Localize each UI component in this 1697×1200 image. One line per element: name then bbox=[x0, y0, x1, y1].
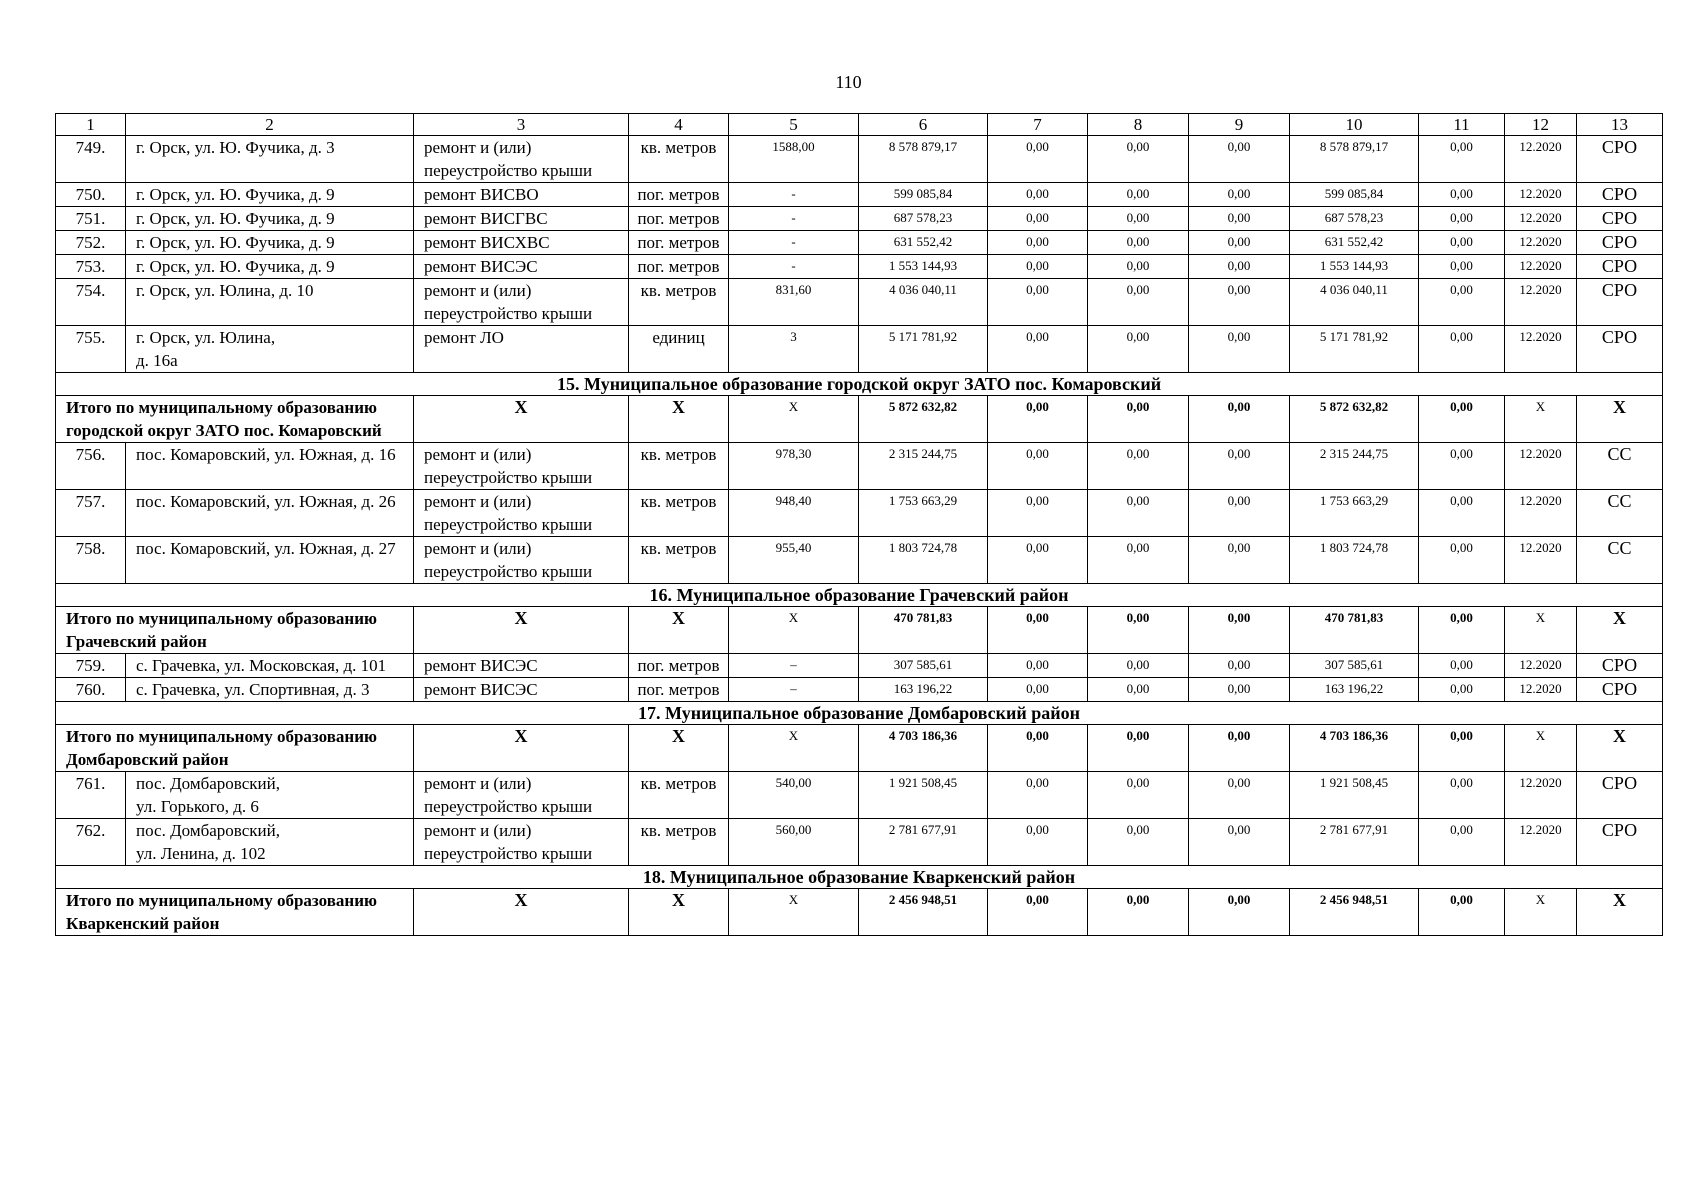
contractor-cell: СРО bbox=[1577, 654, 1663, 678]
section-title: 18. Муниципальное образование Кваркенский район bbox=[56, 866, 1663, 889]
contractor-cell: СС bbox=[1577, 537, 1663, 584]
address-cell: г. Орск, ул. Ю. Фучика, д. 9 bbox=[126, 207, 414, 231]
value-cell-12: 12.2020 bbox=[1505, 255, 1577, 279]
value-cell-11: 0,00 bbox=[1419, 443, 1505, 490]
value-cell-10: 1 753 663,29 bbox=[1290, 490, 1419, 537]
value-cell-8: 0,00 bbox=[1088, 255, 1189, 279]
unit-cell: кв. метров bbox=[629, 136, 729, 183]
total-cell-4: X bbox=[629, 607, 729, 654]
value-cell-10: 5 171 781,92 bbox=[1290, 326, 1419, 373]
total-cell-4: X bbox=[629, 396, 729, 443]
row-number: 753. bbox=[56, 255, 126, 279]
contractor-cell: СС bbox=[1577, 490, 1663, 537]
unit-cell: кв. метров bbox=[629, 819, 729, 866]
contractor-cell: СС bbox=[1577, 443, 1663, 490]
row-number: 756. bbox=[56, 443, 126, 490]
header-cell: 10 bbox=[1290, 114, 1419, 136]
address-cell: пос. Комаровский, ул. Южная, д. 26 bbox=[126, 490, 414, 537]
contractor-cell: СРО bbox=[1577, 819, 1663, 866]
value-cell-7: 0,00 bbox=[988, 207, 1088, 231]
value-cell-12: 12.2020 bbox=[1505, 819, 1577, 866]
total-cell-6: 2 456 948,51 bbox=[859, 889, 988, 936]
total-cell-7: 0,00 bbox=[988, 396, 1088, 443]
address-cell: с. Грачевка, ул. Спортивная, д. 3 bbox=[126, 678, 414, 702]
total-cell-7: 0,00 bbox=[988, 889, 1088, 936]
value-cell-8: 0,00 bbox=[1088, 136, 1189, 183]
value-cell-5: 3 bbox=[729, 326, 859, 373]
unit-cell: кв. метров bbox=[629, 279, 729, 326]
value-cell-12: 12.2020 bbox=[1505, 443, 1577, 490]
header-cell: 3 bbox=[414, 114, 629, 136]
table-row bbox=[56, 255, 1663, 279]
value-cell-10: 1 803 724,78 bbox=[1290, 537, 1419, 584]
unit-cell: кв. метров bbox=[629, 443, 729, 490]
total-cell-10: 470 781,83 bbox=[1290, 607, 1419, 654]
total-cell-3: X bbox=[414, 607, 629, 654]
value-cell-9: 0,00 bbox=[1189, 183, 1290, 207]
contractor-cell: СРО bbox=[1577, 255, 1663, 279]
total-cell-8: 0,00 bbox=[1088, 889, 1189, 936]
total-cell-6: 5 872 632,82 bbox=[859, 396, 988, 443]
work-type-cell: ремонт ВИСХВС bbox=[414, 231, 629, 255]
value-cell-7: 0,00 bbox=[988, 654, 1088, 678]
header-cell: 13 bbox=[1577, 114, 1663, 136]
value-cell-9: 0,00 bbox=[1189, 326, 1290, 373]
value-cell-10: 599 085,84 bbox=[1290, 183, 1419, 207]
work-type-cell: ремонт ВИСЭС bbox=[414, 255, 629, 279]
row-number: 758. bbox=[56, 537, 126, 584]
contractor-cell: СРО bbox=[1577, 326, 1663, 373]
value-cell-6: 631 552,42 bbox=[859, 231, 988, 255]
unit-cell: кв. метров bbox=[629, 537, 729, 584]
table-row bbox=[56, 136, 1663, 183]
total-cell-12: X bbox=[1505, 607, 1577, 654]
value-cell-7: 0,00 bbox=[988, 772, 1088, 819]
total-cell-6: 470 781,83 bbox=[859, 607, 988, 654]
value-cell-6: 5 171 781,92 bbox=[859, 326, 988, 373]
address-cell: г. Орск, ул. Юлина, д. 10 bbox=[126, 279, 414, 326]
total-cell-5: X bbox=[729, 725, 859, 772]
value-cell-7: 0,00 bbox=[988, 678, 1088, 702]
value-cell-8: 0,00 bbox=[1088, 279, 1189, 326]
value-cell-8: 0,00 bbox=[1088, 326, 1189, 373]
value-cell-5: – bbox=[729, 654, 859, 678]
value-cell-11: 0,00 bbox=[1419, 490, 1505, 537]
value-cell-5: 948,40 bbox=[729, 490, 859, 537]
total-cell-11: 0,00 bbox=[1419, 725, 1505, 772]
total-cell-12: X bbox=[1505, 725, 1577, 772]
work-type-cell: ремонт ЛО bbox=[414, 326, 629, 373]
total-cell-10: 2 456 948,51 bbox=[1290, 889, 1419, 936]
value-cell-7: 0,00 bbox=[988, 443, 1088, 490]
value-cell-10: 4 036 040,11 bbox=[1290, 279, 1419, 326]
value-cell-5: - bbox=[729, 231, 859, 255]
contractor-cell: СРО bbox=[1577, 183, 1663, 207]
value-cell-7: 0,00 bbox=[988, 490, 1088, 537]
value-cell-10: 1 921 508,45 bbox=[1290, 772, 1419, 819]
row-number: 751. bbox=[56, 207, 126, 231]
total-cell-12: X bbox=[1505, 889, 1577, 936]
address-cell: г. Орск, ул. Ю. Фучика, д. 9 bbox=[126, 231, 414, 255]
value-cell-5: 955,40 bbox=[729, 537, 859, 584]
total-row bbox=[56, 396, 1663, 443]
work-type-cell: ремонт и (или) переустройство крыши bbox=[414, 537, 629, 584]
header-cell: 2 bbox=[126, 114, 414, 136]
header-cell: 12 bbox=[1505, 114, 1577, 136]
total-label: Итого по муниципальному образованию городской округ ЗАТО пос. Комаровский bbox=[56, 396, 414, 443]
total-cell-5: X bbox=[729, 607, 859, 654]
section-header-row bbox=[56, 702, 1663, 725]
page-number: 110 bbox=[835, 72, 862, 92]
address-cell: г. Орск, ул. Ю. Фучика, д. 3 bbox=[126, 136, 414, 183]
unit-cell: пог. метров bbox=[629, 207, 729, 231]
total-cell-8: 0,00 bbox=[1088, 725, 1189, 772]
value-cell-9: 0,00 bbox=[1189, 136, 1290, 183]
value-cell-11: 0,00 bbox=[1419, 537, 1505, 584]
value-cell-7: 0,00 bbox=[988, 819, 1088, 866]
address-cell: г. Орск, ул. Юлина, д. 16а bbox=[126, 326, 414, 373]
value-cell-12: 12.2020 bbox=[1505, 490, 1577, 537]
value-cell-6: 1 753 663,29 bbox=[859, 490, 988, 537]
total-cell-13: X bbox=[1577, 889, 1663, 936]
value-cell-7: 0,00 bbox=[988, 136, 1088, 183]
value-cell-6: 8 578 879,17 bbox=[859, 136, 988, 183]
row-number: 749. bbox=[56, 136, 126, 183]
row-number: 754. bbox=[56, 279, 126, 326]
value-cell-8: 0,00 bbox=[1088, 537, 1189, 584]
value-cell-12: 12.2020 bbox=[1505, 136, 1577, 183]
unit-cell: пог. метров bbox=[629, 678, 729, 702]
value-cell-9: 0,00 bbox=[1189, 231, 1290, 255]
total-cell-9: 0,00 bbox=[1189, 396, 1290, 443]
total-cell-11: 0,00 bbox=[1419, 607, 1505, 654]
value-cell-5: - bbox=[729, 255, 859, 279]
value-cell-11: 0,00 bbox=[1419, 654, 1505, 678]
total-row bbox=[56, 607, 1663, 654]
value-cell-8: 0,00 bbox=[1088, 207, 1189, 231]
total-cell-6: 4 703 186,36 bbox=[859, 725, 988, 772]
value-cell-6: 599 085,84 bbox=[859, 183, 988, 207]
work-type-cell: ремонт ВИСВО bbox=[414, 183, 629, 207]
work-type-cell: ремонт ВИСЭС bbox=[414, 654, 629, 678]
value-cell-9: 0,00 bbox=[1189, 819, 1290, 866]
row-number: 760. bbox=[56, 678, 126, 702]
total-cell-8: 0,00 bbox=[1088, 396, 1189, 443]
row-number: 761. bbox=[56, 772, 126, 819]
value-cell-12: 12.2020 bbox=[1505, 183, 1577, 207]
value-cell-6: 2 315 244,75 bbox=[859, 443, 988, 490]
total-cell-9: 0,00 bbox=[1189, 889, 1290, 936]
contractor-cell: СРО bbox=[1577, 678, 1663, 702]
unit-cell: кв. метров bbox=[629, 490, 729, 537]
section-header-row bbox=[56, 584, 1663, 607]
value-cell-5: 831,60 bbox=[729, 279, 859, 326]
value-cell-9: 0,00 bbox=[1189, 443, 1290, 490]
value-cell-11: 0,00 bbox=[1419, 255, 1505, 279]
value-cell-6: 1 553 144,93 bbox=[859, 255, 988, 279]
contractor-cell: СРО bbox=[1577, 136, 1663, 183]
section-title: 15. Муниципальное образование городской округ ЗАТО пос. Комаровский bbox=[56, 373, 1663, 396]
value-cell-12: 12.2020 bbox=[1505, 279, 1577, 326]
section-header-row bbox=[56, 866, 1663, 889]
value-cell-6: 1 921 508,45 bbox=[859, 772, 988, 819]
table-row bbox=[56, 772, 1663, 819]
total-cell-10: 4 703 186,36 bbox=[1290, 725, 1419, 772]
value-cell-11: 0,00 bbox=[1419, 231, 1505, 255]
value-cell-12: 12.2020 bbox=[1505, 207, 1577, 231]
row-number: 755. bbox=[56, 326, 126, 373]
table-row bbox=[56, 231, 1663, 255]
value-cell-9: 0,00 bbox=[1189, 255, 1290, 279]
header-cell: 7 bbox=[988, 114, 1088, 136]
value-cell-10: 2 781 677,91 bbox=[1290, 819, 1419, 866]
value-cell-7: 0,00 bbox=[988, 537, 1088, 584]
unit-cell: пог. метров bbox=[629, 231, 729, 255]
value-cell-8: 0,00 bbox=[1088, 819, 1189, 866]
value-cell-11: 0,00 bbox=[1419, 136, 1505, 183]
value-cell-9: 0,00 bbox=[1189, 678, 1290, 702]
table-row bbox=[56, 819, 1663, 866]
value-cell-10: 631 552,42 bbox=[1290, 231, 1419, 255]
value-cell-6: 687 578,23 bbox=[859, 207, 988, 231]
work-type-cell: ремонт ВИСГВС bbox=[414, 207, 629, 231]
unit-cell: единиц bbox=[629, 326, 729, 373]
work-type-cell: ремонт и (или) переустройство крыши bbox=[414, 443, 629, 490]
total-cell-4: X bbox=[629, 725, 729, 772]
table-row bbox=[56, 490, 1663, 537]
value-cell-5: 540,00 bbox=[729, 772, 859, 819]
address-cell: г. Орск, ул. Ю. Фучика, д. 9 bbox=[126, 183, 414, 207]
value-cell-11: 0,00 bbox=[1419, 678, 1505, 702]
value-cell-11: 0,00 bbox=[1419, 772, 1505, 819]
value-cell-5: – bbox=[729, 678, 859, 702]
total-cell-9: 0,00 bbox=[1189, 725, 1290, 772]
value-cell-6: 307 585,61 bbox=[859, 654, 988, 678]
repair-program-table bbox=[55, 113, 1663, 936]
contractor-cell: СРО bbox=[1577, 772, 1663, 819]
row-number: 757. bbox=[56, 490, 126, 537]
unit-cell: кв. метров bbox=[629, 772, 729, 819]
total-cell-9: 0,00 bbox=[1189, 607, 1290, 654]
row-number: 752. bbox=[56, 231, 126, 255]
header-cell: 8 bbox=[1088, 114, 1189, 136]
value-cell-5: 978,30 bbox=[729, 443, 859, 490]
total-cell-10: 5 872 632,82 bbox=[1290, 396, 1419, 443]
value-cell-8: 0,00 bbox=[1088, 490, 1189, 537]
value-cell-6: 1 803 724,78 bbox=[859, 537, 988, 584]
value-cell-5: - bbox=[729, 183, 859, 207]
unit-cell: пог. метров bbox=[629, 255, 729, 279]
work-type-cell: ремонт и (или) переустройство крыши bbox=[414, 136, 629, 183]
value-cell-6: 163 196,22 bbox=[859, 678, 988, 702]
value-cell-12: 12.2020 bbox=[1505, 654, 1577, 678]
header-cell: 11 bbox=[1419, 114, 1505, 136]
total-cell-13: X bbox=[1577, 725, 1663, 772]
total-cell-13: X bbox=[1577, 396, 1663, 443]
total-cell-12: X bbox=[1505, 396, 1577, 443]
value-cell-9: 0,00 bbox=[1189, 537, 1290, 584]
value-cell-5: 1588,00 bbox=[729, 136, 859, 183]
work-type-cell: ремонт ВИСЭС bbox=[414, 678, 629, 702]
row-number: 759. bbox=[56, 654, 126, 678]
total-row bbox=[56, 725, 1663, 772]
header-row bbox=[56, 114, 1663, 136]
total-label: Итого по муниципальному образованию Домбаровский район bbox=[56, 725, 414, 772]
value-cell-7: 0,00 bbox=[988, 326, 1088, 373]
contractor-cell: СРО bbox=[1577, 231, 1663, 255]
section-title: 16. Муниципальное образование Грачевский район bbox=[56, 584, 1663, 607]
table-row bbox=[56, 443, 1663, 490]
value-cell-5: 560,00 bbox=[729, 819, 859, 866]
table-row bbox=[56, 326, 1663, 373]
work-type-cell: ремонт и (или) переустройство крыши bbox=[414, 772, 629, 819]
total-label: Итого по муниципальному образованию Кваркенский район bbox=[56, 889, 414, 936]
value-cell-8: 0,00 bbox=[1088, 183, 1189, 207]
address-cell: пос. Комаровский, ул. Южная, д. 27 bbox=[126, 537, 414, 584]
header-cell: 5 bbox=[729, 114, 859, 136]
table-row bbox=[56, 537, 1663, 584]
value-cell-9: 0,00 bbox=[1189, 279, 1290, 326]
value-cell-7: 0,00 bbox=[988, 183, 1088, 207]
table-row bbox=[56, 207, 1663, 231]
value-cell-11: 0,00 bbox=[1419, 819, 1505, 866]
address-cell: пос. Домбаровский, ул. Горького, д. 6 bbox=[126, 772, 414, 819]
section-title: 17. Муниципальное образование Домбаровский район bbox=[56, 702, 1663, 725]
unit-cell: пог. метров bbox=[629, 183, 729, 207]
value-cell-9: 0,00 bbox=[1189, 207, 1290, 231]
header-cell: 1 bbox=[56, 114, 126, 136]
table-row bbox=[56, 183, 1663, 207]
table-row bbox=[56, 279, 1663, 326]
table-row bbox=[56, 654, 1663, 678]
work-type-cell: ремонт и (или) переустройство крыши bbox=[414, 279, 629, 326]
value-cell-10: 1 553 144,93 bbox=[1290, 255, 1419, 279]
header-cell: 4 bbox=[629, 114, 729, 136]
value-cell-7: 0,00 bbox=[988, 255, 1088, 279]
contractor-cell: СРО bbox=[1577, 279, 1663, 326]
unit-cell: пог. метров bbox=[629, 654, 729, 678]
value-cell-9: 0,00 bbox=[1189, 490, 1290, 537]
value-cell-11: 0,00 bbox=[1419, 183, 1505, 207]
value-cell-12: 12.2020 bbox=[1505, 772, 1577, 819]
value-cell-7: 0,00 bbox=[988, 231, 1088, 255]
total-cell-8: 0,00 bbox=[1088, 607, 1189, 654]
total-cell-11: 0,00 bbox=[1419, 889, 1505, 936]
total-cell-5: X bbox=[729, 889, 859, 936]
value-cell-10: 8 578 879,17 bbox=[1290, 136, 1419, 183]
value-cell-8: 0,00 bbox=[1088, 443, 1189, 490]
value-cell-10: 687 578,23 bbox=[1290, 207, 1419, 231]
total-label: Итого по муниципальному образованию Грачевский район bbox=[56, 607, 414, 654]
value-cell-8: 0,00 bbox=[1088, 772, 1189, 819]
header-cell: 9 bbox=[1189, 114, 1290, 136]
value-cell-6: 2 781 677,91 bbox=[859, 819, 988, 866]
total-cell-11: 0,00 bbox=[1419, 396, 1505, 443]
row-number: 762. bbox=[56, 819, 126, 866]
value-cell-10: 163 196,22 bbox=[1290, 678, 1419, 702]
work-type-cell: ремонт и (или) переустройство крыши bbox=[414, 819, 629, 866]
work-type-cell: ремонт и (или) переустройство крыши bbox=[414, 490, 629, 537]
total-cell-3: X bbox=[414, 889, 629, 936]
row-number: 750. bbox=[56, 183, 126, 207]
total-row bbox=[56, 889, 1663, 936]
value-cell-11: 0,00 bbox=[1419, 279, 1505, 326]
header-cell: 6 bbox=[859, 114, 988, 136]
contractor-cell: СРО bbox=[1577, 207, 1663, 231]
value-cell-11: 0,00 bbox=[1419, 326, 1505, 373]
value-cell-10: 307 585,61 bbox=[1290, 654, 1419, 678]
value-cell-12: 12.2020 bbox=[1505, 678, 1577, 702]
value-cell-7: 0,00 bbox=[988, 279, 1088, 326]
address-cell: пос. Домбаровский, ул. Ленина, д. 102 bbox=[126, 819, 414, 866]
value-cell-6: 4 036 040,11 bbox=[859, 279, 988, 326]
value-cell-9: 0,00 bbox=[1189, 654, 1290, 678]
address-cell: с. Грачевка, ул. Московская, д. 101 bbox=[126, 654, 414, 678]
total-cell-5: X bbox=[729, 396, 859, 443]
address-cell: г. Орск, ул. Ю. Фучика, д. 9 bbox=[126, 255, 414, 279]
table-row bbox=[56, 678, 1663, 702]
value-cell-8: 0,00 bbox=[1088, 654, 1189, 678]
value-cell-11: 0,00 bbox=[1419, 207, 1505, 231]
value-cell-9: 0,00 bbox=[1189, 772, 1290, 819]
address-cell: пос. Комаровский, ул. Южная, д. 16 bbox=[126, 443, 414, 490]
value-cell-12: 12.2020 bbox=[1505, 231, 1577, 255]
value-cell-5: - bbox=[729, 207, 859, 231]
value-cell-10: 2 315 244,75 bbox=[1290, 443, 1419, 490]
total-cell-13: X bbox=[1577, 607, 1663, 654]
value-cell-8: 0,00 bbox=[1088, 678, 1189, 702]
value-cell-8: 0,00 bbox=[1088, 231, 1189, 255]
value-cell-12: 12.2020 bbox=[1505, 537, 1577, 584]
total-cell-3: X bbox=[414, 396, 629, 443]
value-cell-12: 12.2020 bbox=[1505, 326, 1577, 373]
section-header-row bbox=[56, 373, 1663, 396]
total-cell-7: 0,00 bbox=[988, 725, 1088, 772]
total-cell-7: 0,00 bbox=[988, 607, 1088, 654]
total-cell-4: X bbox=[629, 889, 729, 936]
total-cell-3: X bbox=[414, 725, 629, 772]
